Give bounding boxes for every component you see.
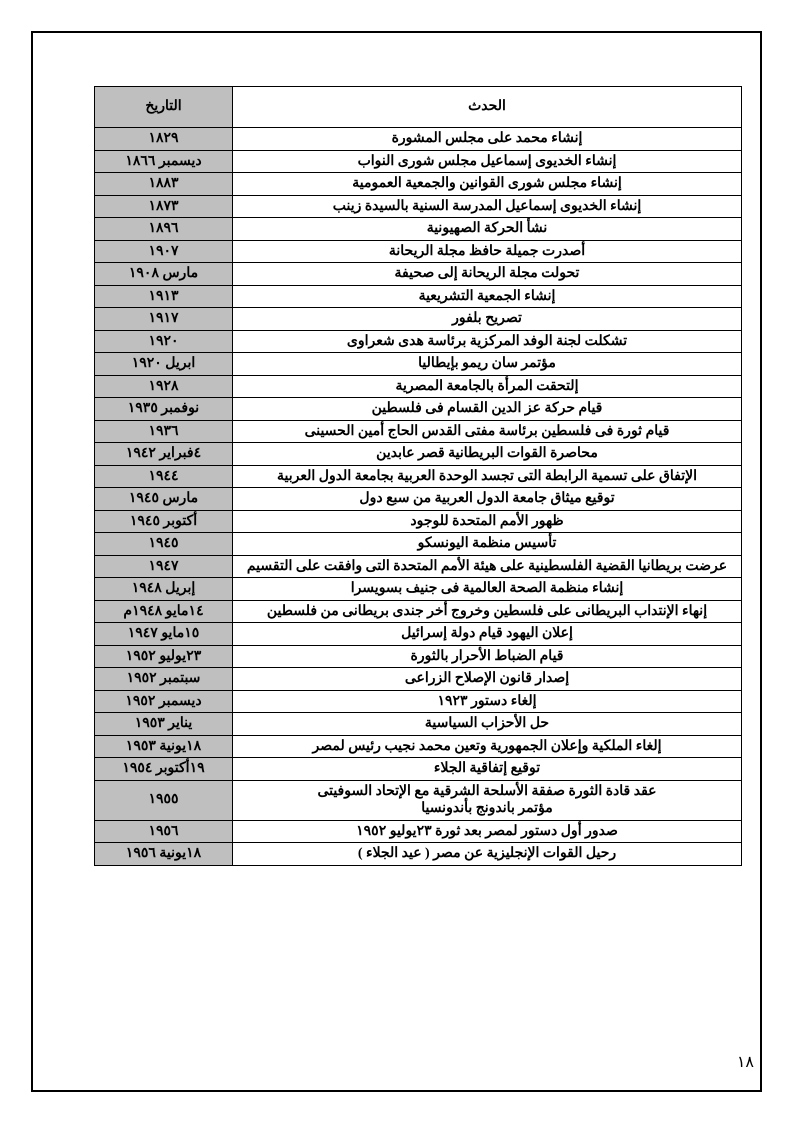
cell-event: إنشاء محمد على مجلس المشورة (233, 128, 742, 151)
table-row (95, 713, 742, 736)
table-row (95, 843, 742, 866)
cell-date: ١٩٢٨ (95, 375, 233, 398)
cell-event: إنشاء الجمعية التشريعية (233, 285, 742, 308)
table-row (95, 623, 742, 646)
cell-date: ١٨٧٣ (95, 195, 233, 218)
cell-date: ١٨٢٩ (95, 128, 233, 151)
cell-date: ٤فبراير ١٩٤٢ (95, 443, 233, 466)
cell-date: مارس ١٩٤٥ (95, 488, 233, 511)
cell-event: تأسيس منظمة اليونسكو (233, 533, 742, 556)
cell-event: صدور أول دستور لمصر بعد ثورة ٢٣يوليو ١٩٥٢ (233, 820, 742, 843)
table-row (95, 263, 742, 286)
table-row (95, 820, 742, 843)
table-row (95, 780, 742, 820)
column-header-date: التاريخ (95, 87, 233, 128)
table-body (95, 128, 742, 866)
table-row (95, 128, 742, 151)
table-row (95, 735, 742, 758)
cell-date: ١٤مايو ١٩٤٨م (95, 600, 233, 623)
cell-event-line2: مؤتمر باندونج بأندونسيا (421, 801, 553, 816)
cell-event: ظهور الأمم المتحدة للوجود (233, 510, 742, 533)
table-row (95, 510, 742, 533)
cell-event: رحيل القوات الإنجليزية عن مصر ( عيد الجلاء ) (233, 843, 742, 866)
cell-event: قيام حركة عز الدين القسام فى فلسطين (233, 398, 742, 421)
cell-event-multiline (233, 780, 742, 820)
cell-event: إلغاء الملكية وإعلان الجمهورية وتعين محمد نجيب رئيس لمصر (233, 735, 742, 758)
cell-event: حل الأحزاب السياسية (233, 713, 742, 736)
table-row (95, 690, 742, 713)
cell-event: تحولت مجلة الريحانة إلى صحيفة (233, 263, 742, 286)
cell-date: ١٩١٧ (95, 308, 233, 331)
cell-date: إبريل ١٩٤٨ (95, 578, 233, 601)
table-row (95, 195, 742, 218)
cell-event: مؤتمر سان ريمو بإيطاليا (233, 353, 742, 376)
cell-date: ٢٣يوليو ١٩٥٢ (95, 645, 233, 668)
cell-date: ١٩٥٦ (95, 820, 233, 843)
table-row (95, 420, 742, 443)
cell-date: يناير ١٩٥٣ (95, 713, 233, 736)
cell-date: ١٩١٣ (95, 285, 233, 308)
table-header-row (95, 87, 742, 128)
cell-date: ١٩أكتوبر ١٩٥٤ (95, 758, 233, 781)
table-row (95, 240, 742, 263)
table-row (95, 758, 742, 781)
cell-event: إعلان اليهود قيام دولة إسرائيل (233, 623, 742, 646)
cell-event: إنهاء الإنتداب البريطانى على فلسطين وخروج أخر جندى بريطانى من فلسطين (233, 600, 742, 623)
cell-date: أكتوبر ١٩٤٥ (95, 510, 233, 533)
table-row (95, 578, 742, 601)
table-row (95, 150, 742, 173)
table-row (95, 173, 742, 196)
table-row (95, 533, 742, 556)
table-row (95, 443, 742, 466)
cell-event-line1: عقد قادة الثورة صفقة الأسلحة الشرقية مع الإتحاد السوفيتى (317, 783, 657, 799)
cell-date: ١٨يونية ١٩٥٣ (95, 735, 233, 758)
cell-date: مارس ١٩٠٨ (95, 263, 233, 286)
cell-date: ١٩٤٥ (95, 533, 233, 556)
cell-event: قيام ثورة فى فلسطين برئاسة مفتى القدس الحاج أمين الحسينى (233, 420, 742, 443)
document-content (94, 86, 742, 866)
cell-event: توقيع إتفاقية الجلاء (233, 758, 742, 781)
table-row (95, 488, 742, 511)
cell-event: إنشاء منظمة الصحة العالمية فى جنيف بسويسرا (233, 578, 742, 601)
cell-date: نوفمبر ١٩٣٥ (95, 398, 233, 421)
cell-event: إلتحقت المرأة بالجامعة المصرية (233, 375, 742, 398)
cell-date: ١٥مايو ١٩٤٧ (95, 623, 233, 646)
table-row (95, 668, 742, 691)
cell-date: ١٨يونية ١٩٥٦ (95, 843, 233, 866)
table-row (95, 308, 742, 331)
cell-event: إنشاء الخديوى إسماعيل مجلس شورى النواب (233, 150, 742, 173)
cell-date: ١٨٩٦ (95, 218, 233, 241)
table-row (95, 555, 742, 578)
table-row (95, 375, 742, 398)
table-row (95, 398, 742, 421)
cell-date: ابريل ١٩٢٠ (95, 353, 233, 376)
cell-event: إنشاء الخديوى إسماعيل المدرسة السنية بالسيدة زينب (233, 195, 742, 218)
table-row (95, 218, 742, 241)
table-row (95, 600, 742, 623)
table-row (95, 330, 742, 353)
cell-date: ١٩٠٧ (95, 240, 233, 263)
cell-event: توقيع ميثاق جامعة الدول العربية من سبع دول (233, 488, 742, 511)
page-footer (31, 1052, 762, 1072)
cell-date: ١٩٤٧ (95, 555, 233, 578)
table-row (95, 285, 742, 308)
cell-event: إصدار قانون الإصلاح الزراعى (233, 668, 742, 691)
table-row (95, 645, 742, 668)
cell-event: محاصرة القوات البريطانية قصر عابدين (233, 443, 742, 466)
cell-date: ١٩٤٤ (95, 465, 233, 488)
column-header-event: الحدث (233, 87, 742, 128)
cell-date: ديسمبر ١٩٥٢ (95, 690, 233, 713)
page-number: ١٨ (736, 1054, 754, 1071)
cell-event: أصدرت جميلة حافظ مجلة الريحانة (233, 240, 742, 263)
cell-date: ١٩٥٥ (95, 780, 233, 820)
cell-date: ١٨٨٣ (95, 173, 233, 196)
table-row (95, 353, 742, 376)
cell-date: ١٩٢٠ (95, 330, 233, 353)
cell-event: إنشاء مجلس شورى القوانين والجمعية العمومية (233, 173, 742, 196)
cell-event: تشكلت لجنة الوفد المركزية برئاسة هدى شعراوى (233, 330, 742, 353)
cell-event: الإتفاق على تسمية الرابطة التى تجسد الوحدة العربية بجامعة الدول العربية (233, 465, 742, 488)
cell-date: ديسمبر ١٨٦٦ (95, 150, 233, 173)
cell-date: ١٩٣٦ (95, 420, 233, 443)
cell-event: تصريح بلفور (233, 308, 742, 331)
cell-event: نشأ الحركة الصهيونية (233, 218, 742, 241)
history-table (94, 86, 742, 866)
table-row (95, 465, 742, 488)
cell-event: عرضت بريطانيا القضية الفلسطينية على هيئة الأمم المتحدة التى وافقت على التقسيم (233, 555, 742, 578)
cell-event: إلغاء دستور ١٩٢٣ (233, 690, 742, 713)
cell-date: سبتمبر ١٩٥٢ (95, 668, 233, 691)
cell-event: قيام الضباط الأحرار بالثورة (233, 645, 742, 668)
